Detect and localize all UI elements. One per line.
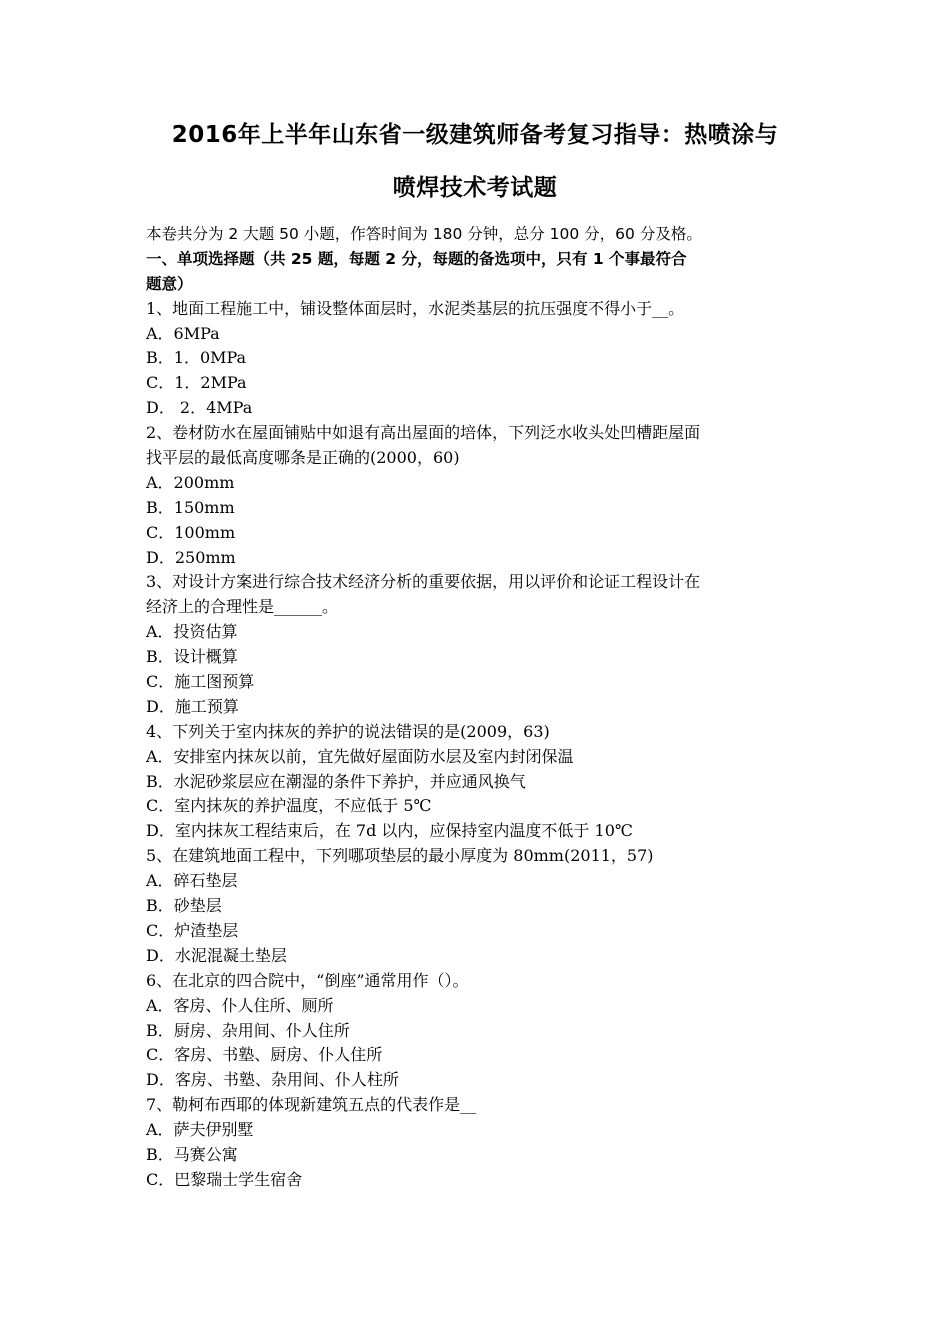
answer-option: D．施工预算 <box>146 696 239 716</box>
answer-option: A．客房、仆人住所、厕所 <box>146 995 334 1015</box>
answer-option: D．250mm <box>146 547 236 567</box>
answer-option: C．施工图预算 <box>146 672 255 692</box>
document-title-line-2: 喷焊技术考试题 <box>392 175 558 201</box>
answer-option: B．马赛公寓 <box>146 1144 238 1164</box>
answer-option: B．150mm <box>146 497 235 517</box>
question-5 <box>146 844 811 968</box>
answer-option: D．客房、书塾、杂用间、仆人柱所 <box>146 1070 399 1090</box>
section-heading-continued: 题意） <box>146 274 193 293</box>
question-stem-continued: 找平层的最低高度哪条是正确的(2000，60) <box>146 448 460 468</box>
question-stem: 1、地面工程施工中，铺设整体面层时，水泥类基层的抗压强度不得小于__。 <box>146 298 685 318</box>
question-1 <box>146 297 811 421</box>
document-title-line-1: 2016年上半年山东省一级建筑师备考复习指导：热喷涂与 <box>171 122 779 148</box>
answer-option: A．碎石垫层 <box>146 871 238 891</box>
answer-option: B．设计概算 <box>146 647 238 667</box>
answer-option: A．萨夫伊别墅 <box>146 1120 254 1140</box>
answer-option: D． 2．4MPa <box>146 398 253 418</box>
answer-option: B．厨房、杂用间、仆人住所 <box>146 1020 350 1040</box>
question-2 <box>146 421 811 570</box>
answer-option: B．砂垫层 <box>146 896 222 916</box>
answer-option: B．水泥砂浆层应在潮湿的条件下养护，并应通风换气 <box>146 771 526 791</box>
question-stem: 2、卷材防水在屋面铺贴中如退有高出屋面的培体，下列泛水收头处凹槽距屋面 <box>146 423 701 443</box>
section-heading: 一、单项选择题（共 25 题，每题 2 分，每题的备选项中，只有 1 个事最符合 <box>146 249 687 268</box>
answer-option: A．6MPa <box>146 323 220 343</box>
question-4 <box>146 720 811 844</box>
answer-option: A．安排室内抹灰以前，宜先做好屋面防水层及室内封闭保温 <box>146 746 574 766</box>
answer-option: C．巴黎瑞士学生宿舍 <box>146 1169 303 1189</box>
answer-option: C．100mm <box>146 522 236 542</box>
question-7 <box>146 1093 811 1193</box>
answer-option: D．室内抹灰工程结束后，在 7d 以内，应保持室内温度不低于 10℃ <box>146 821 633 841</box>
exam-intro: 本卷共分为 2 大题 50 小题，作答时间为 180 分钟，总分 100 分，60 分及格。 <box>146 225 702 243</box>
question-stem: 3、对设计方案进行综合技术经济分析的重要依据，用以评价和论证工程设计在 <box>146 572 701 592</box>
question-stem: 6、在北京的四合院中，“倒座”通常用作（）。 <box>146 970 469 990</box>
answer-option: C．1．2MPa <box>146 373 247 393</box>
answer-option: A．投资估算 <box>146 622 238 642</box>
question-3 <box>146 570 811 719</box>
answer-option: D．水泥混凝土垫层 <box>146 945 287 965</box>
answer-option: C．客房、书塾、厨房、仆人住所 <box>146 1045 383 1065</box>
question-stem: 5、在建筑地面工程中，下列哪项垫层的最小厚度为 80mm(2011，57) <box>146 846 654 866</box>
answer-option: B．1．0MPa <box>146 348 247 368</box>
question-stem: 7、勒柯布西耶的体现新建筑五点的代表作是__ <box>146 1095 477 1115</box>
answer-option: C．炉渣垫层 <box>146 920 239 940</box>
answer-option: C．室内抹灰的养护温度，不应低于 5℃ <box>146 796 432 816</box>
document-body <box>146 222 811 1193</box>
answer-option: A．200mm <box>146 472 235 492</box>
question-stem: 4、下列关于室内抹灰的养护的说法错误的是(2009，63) <box>146 721 550 741</box>
question-6 <box>146 969 811 1093</box>
question-stem-continued: 经济上的合理性是______。 <box>146 597 339 617</box>
question-list <box>146 297 811 1193</box>
